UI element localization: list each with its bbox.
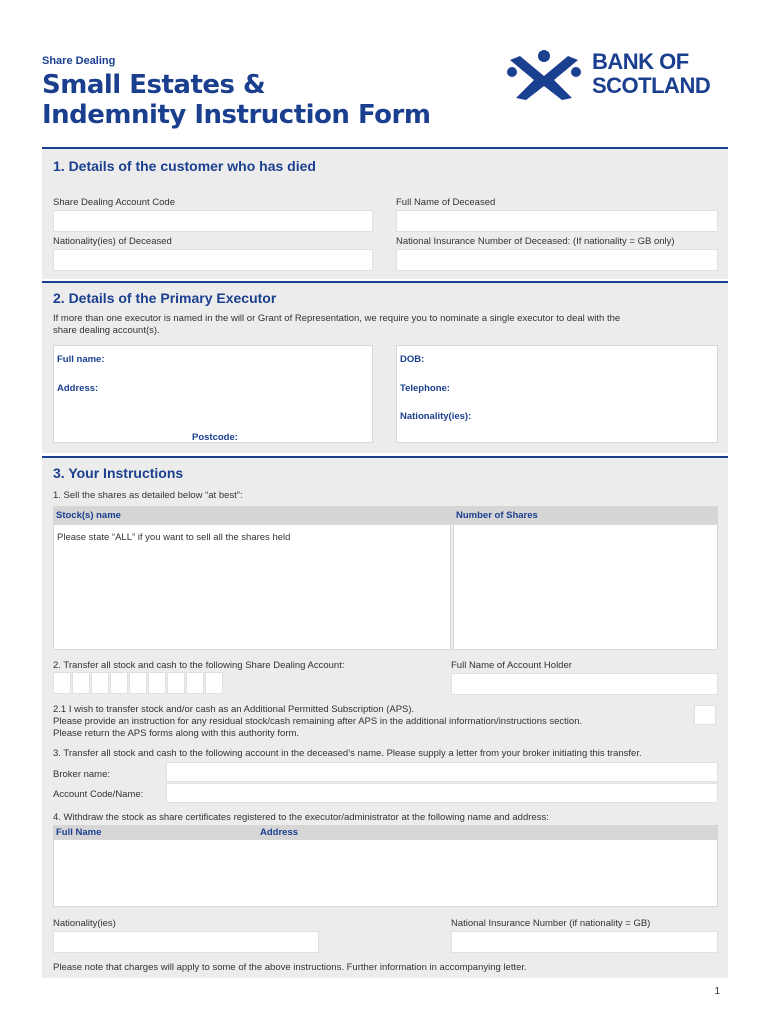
saltire-logo-icon <box>506 48 582 102</box>
account-holder-field[interactable] <box>451 673 718 695</box>
page-number: 1 <box>714 986 720 997</box>
certificate-address-header: Address <box>260 827 299 838</box>
account-digit-5[interactable] <box>129 672 147 694</box>
deceased-ni-field[interactable] <box>396 249 718 271</box>
deceased-nationality-label: Nationality(ies) of Deceased <box>53 236 172 247</box>
account-digit-4[interactable] <box>110 672 128 694</box>
account-digit-6[interactable] <box>148 672 166 694</box>
form-kicker: Share Dealing <box>42 55 116 67</box>
aps-line1: 2.1 I wish to transfer stock and/or cash as an Additional Permitted Subscription (APS). <box>53 704 415 715</box>
section2-intro <box>53 313 620 337</box>
form-title-line2: Indemnity Instruction Form <box>42 100 431 130</box>
account-digit-1[interactable] <box>53 672 71 694</box>
deceased-ni-label: National Insurance Number of Deceased: (If nationality = GB only) <box>396 236 675 247</box>
executor-left-panel[interactable] <box>53 345 373 443</box>
logo-line1: BANK OF <box>592 49 689 74</box>
logo-text <box>592 50 710 98</box>
section3-title: 3. Your Instructions <box>53 465 184 481</box>
broker-name-field[interactable] <box>166 762 718 782</box>
certificate-nationality-label: Nationality(ies) <box>53 918 116 929</box>
certificate-details-field[interactable] <box>53 839 718 907</box>
logo-line2: SCOTLAND <box>592 73 711 98</box>
executor-dob-label: DOB: <box>400 354 425 365</box>
instruction-transfer-broker: 3. Transfer all stock and cash to the following account in the deceased’s name. Please supply a letter from your broker initiating this transfer. <box>53 748 642 759</box>
broker-account-code-label: Account Code/Name: <box>53 789 144 800</box>
section-deceased-details <box>42 147 728 279</box>
certificate-ni-field[interactable] <box>451 931 718 953</box>
deceased-nationality-field[interactable] <box>53 249 373 271</box>
deceased-full-name-field[interactable] <box>396 210 718 232</box>
deceased-full-name-label: Full Name of Deceased <box>396 197 496 208</box>
instruction-aps <box>53 704 582 740</box>
section1-title: 1. Details of the customer who has died <box>53 158 316 174</box>
executor-right-panel[interactable] <box>396 345 718 443</box>
certificate-table-header <box>53 825 718 839</box>
executor-telephone-label: Telephone: <box>400 383 450 394</box>
account-code-label: Share Dealing Account Code <box>53 197 175 208</box>
certificate-ni-label: National Insurance Number (if nationality = GB) <box>451 918 651 929</box>
instruction-sell-shares: 1. Sell the shares as detailed below “at best”: <box>53 490 243 501</box>
section2-intro-line1: If more than one executor is named in the will or Grant of Representation, we require you to nominate a single executor to deal with the <box>53 313 621 324</box>
executor-address-label: Address: <box>57 383 99 394</box>
executor-postcode-label: Postcode: <box>192 432 238 443</box>
aps-line2: Please provide an instruction for any residual stock/cash remaining after APS in the additional information/instructions section. <box>53 716 583 727</box>
charges-note: Please note that charges will apply to some of the above instructions. Further information in accompanying letter. <box>53 962 527 973</box>
account-holder-label: Full Name of Account Holder <box>451 660 572 671</box>
section2-intro-line2: share dealing account(s). <box>53 325 160 336</box>
account-digit-9[interactable] <box>205 672 223 694</box>
account-digit-8[interactable] <box>186 672 204 694</box>
bank-logo <box>506 48 730 102</box>
form-title-line1: Small Estates & <box>42 70 266 100</box>
account-code-field[interactable] <box>53 210 373 232</box>
form-title <box>42 70 430 130</box>
number-of-shares-header: Number of Shares <box>456 510 538 521</box>
account-digit-3[interactable] <box>91 672 109 694</box>
executor-full-name-label: Full name: <box>57 354 105 365</box>
aps-line3: Please return the APS forms along with this authority form. <box>53 728 300 739</box>
stock-table-header <box>53 506 718 524</box>
certificate-nationality-field[interactable] <box>53 931 319 953</box>
account-digit-2[interactable] <box>72 672 90 694</box>
stock-name-header: Stock(s) name <box>56 510 121 521</box>
stock-name-hint: Please state “ALL” if you want to sell all the shares held <box>57 532 291 543</box>
broker-name-label: Broker name: <box>53 769 111 780</box>
broker-account-code-field[interactable] <box>166 783 718 803</box>
certificate-full-name-header: Full Name <box>56 827 102 838</box>
section-instructions <box>42 456 728 978</box>
instruction-transfer-share-dealing: 2. Transfer all stock and cash to the following Share Dealing Account: <box>53 660 345 671</box>
executor-nationality-label: Nationality(ies): <box>400 411 472 422</box>
number-of-shares-field[interactable] <box>453 524 718 650</box>
section-primary-executor <box>42 281 728 453</box>
stock-name-field[interactable] <box>53 524 451 650</box>
section2-title: 2. Details of the Primary Executor <box>53 290 277 306</box>
aps-checkbox[interactable] <box>694 705 716 725</box>
instruction-withdraw-certificates: 4. Withdraw the stock as share certificates registered to the executor/administrator at the following name and address: <box>53 812 549 823</box>
account-digit-7[interactable] <box>167 672 185 694</box>
